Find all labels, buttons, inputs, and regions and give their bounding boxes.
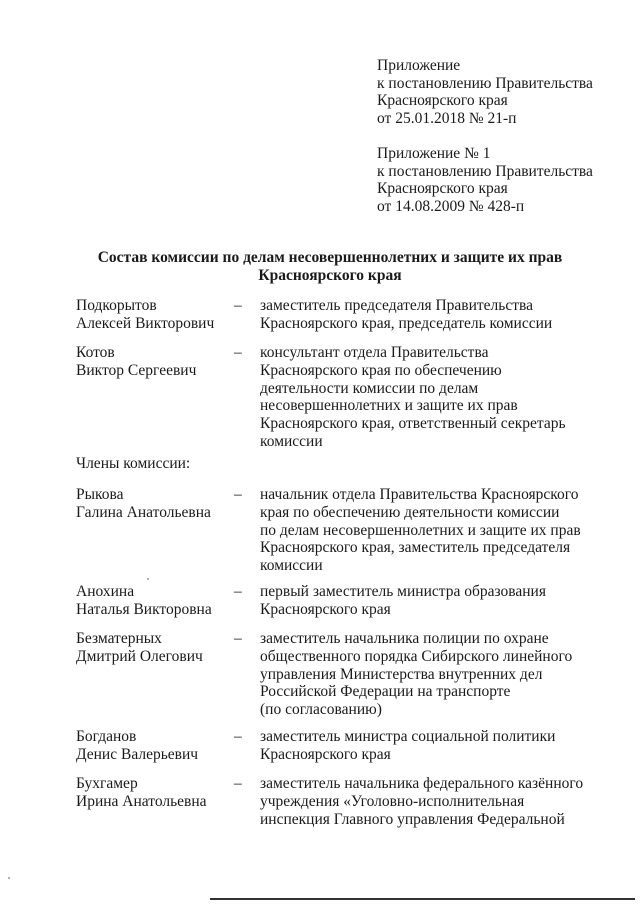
person-role xyxy=(260,486,600,575)
appendix-current-line: от 25.01.2018 № 21-п xyxy=(377,109,517,127)
given-names: Денис Валерьевич xyxy=(76,745,199,763)
appendix-current-line: Приложение xyxy=(377,57,461,74)
appendix-original-line: от 14.08.2009 № 428-п xyxy=(377,197,525,215)
appendix-original-block xyxy=(377,145,627,215)
given-names: Алексей Викторович xyxy=(76,314,215,332)
surname: Безматерных xyxy=(76,630,162,647)
role-line: Красноярского края, председатель комиссии xyxy=(260,314,553,332)
role-line: Российской Федерации на транспорте xyxy=(260,683,511,701)
role-line: Красноярского края xyxy=(260,600,391,618)
role-line: инспекция Главного управления Федеральной xyxy=(260,810,565,828)
given-names: Галина Анатольевна xyxy=(76,503,211,521)
person-role xyxy=(260,297,600,333)
appendix-original-line: Приложение № 1 xyxy=(377,145,491,162)
person-name xyxy=(76,486,246,522)
appendix-current-line: к постановлению Правительства xyxy=(377,74,593,92)
role-line: заместитель председателя Правительства xyxy=(260,297,534,314)
surname: Подкорытов xyxy=(76,297,157,314)
dash-separator: – xyxy=(234,583,242,600)
given-names: Виктор Сергеевич xyxy=(76,361,197,379)
role-line: управления Министерства внутренних дел xyxy=(260,665,543,683)
surname: Котов xyxy=(76,344,115,361)
surname: Бухгамер xyxy=(76,775,138,792)
appendix-original-line: Красноярского края xyxy=(377,180,508,197)
role-line: Красноярского края по обеспечению xyxy=(260,361,502,379)
scan-speck xyxy=(8,877,10,879)
role-line: учреждения «Уголовно-исполнительная xyxy=(260,792,525,810)
role-line: начальник отдела Правительства Красноярского xyxy=(260,486,579,503)
role-line: несовершеннолетних и защите их прав xyxy=(260,397,518,415)
role-line: заместитель начальника федерального казённого xyxy=(260,775,584,792)
role-line: общественного порядка Сибирского линейного xyxy=(260,647,573,665)
role-line: края по обеспечению деятельности комиссии xyxy=(260,503,560,521)
appendix-current-block xyxy=(377,57,627,127)
person-name xyxy=(76,630,246,666)
appendix-current-line: Красноярского края xyxy=(377,92,508,109)
members-heading: Члены комиссии: xyxy=(76,455,191,472)
surname: Анохина xyxy=(76,583,135,600)
dash-separator: – xyxy=(234,297,242,314)
title-line: Красноярского края xyxy=(258,267,402,284)
dash-separator: – xyxy=(234,775,242,792)
person-name xyxy=(76,583,246,619)
person-name xyxy=(76,775,246,811)
surname: Рыкова xyxy=(76,486,124,503)
role-line: первый заместитель министра образования xyxy=(260,583,546,600)
role-line: консультант отдела Правительства xyxy=(260,344,489,361)
person-role xyxy=(260,344,600,451)
person-role xyxy=(260,583,600,619)
dash-separator: – xyxy=(234,630,242,647)
bottom-edge-line xyxy=(210,898,635,900)
surname: Богданов xyxy=(76,728,137,745)
person-role xyxy=(260,775,600,828)
role-line: Красноярского края, ответственный секретарь xyxy=(260,415,566,433)
appendix-original-line: к постановлению Правительства xyxy=(377,162,593,180)
person-role xyxy=(260,728,600,764)
title-line: Состав комиссии по делам несовершеннолетних и защите их прав xyxy=(97,249,563,266)
person-name xyxy=(76,344,246,380)
role-line: по делам несовершеннолетних и защите их прав xyxy=(260,521,581,539)
role-line: комиссии xyxy=(260,557,323,575)
person-name xyxy=(76,297,246,333)
role-line: комиссии xyxy=(260,432,323,450)
role-line: заместитель министра социальной политики xyxy=(260,728,556,745)
role-line: заместитель начальника полиции по охране xyxy=(260,630,549,647)
role-line: (по согласованию) xyxy=(260,701,382,719)
person-name xyxy=(76,728,246,764)
dash-separator: – xyxy=(234,728,242,745)
person-role xyxy=(260,630,600,719)
role-line: деятельности комиссии по делам xyxy=(260,379,479,397)
given-names: Ирина Анатольевна xyxy=(76,792,207,810)
given-names: Наталья Викторовна xyxy=(76,600,212,618)
dash-separator: – xyxy=(234,486,242,503)
document-title xyxy=(60,249,600,285)
role-line: Красноярского края xyxy=(260,745,391,763)
scan-speck xyxy=(147,578,149,580)
given-names: Дмитрий Олегович xyxy=(76,647,203,665)
dash-separator: – xyxy=(234,344,242,361)
role-line: Красноярского края, заместитель председателя xyxy=(260,539,571,557)
